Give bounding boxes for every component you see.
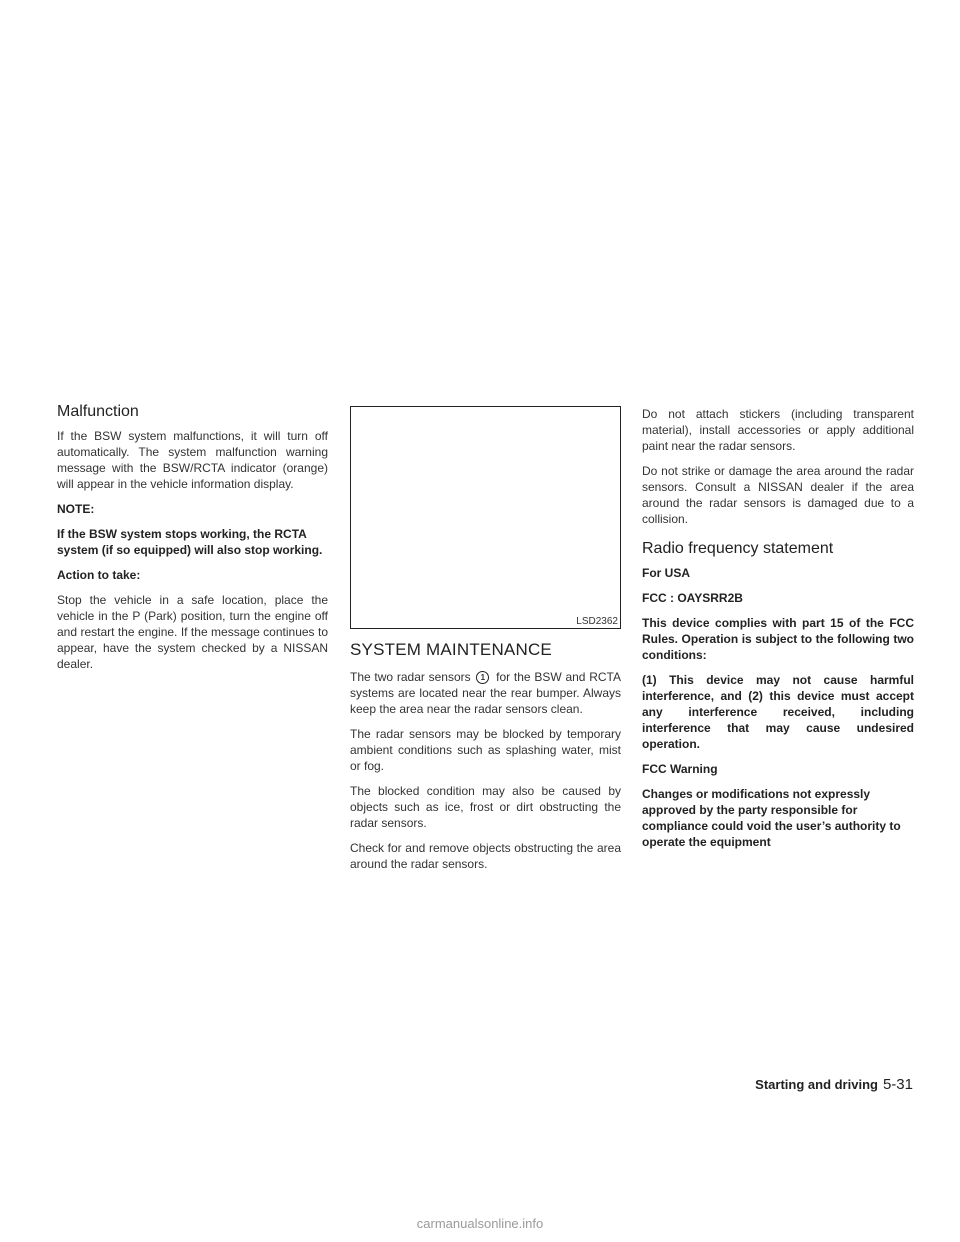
- stickers-paragraph: Do not attach stickers (including transparent material), install accessories or apply additional paint near the radar sensors.: [642, 407, 914, 453]
- damage-paragraph: Do not strike or damage the area around the radar sensors. Consult a NISSAN dealer if the area around the radar sensors is damaged due to a collision.: [642, 464, 914, 526]
- right-column: [642, 406, 914, 859]
- page-number: 5-31: [882, 1076, 913, 1093]
- maintenance-paragraph-2: The radar sensors may be blocked by temporary ambient conditions such as splashing water, mist or fog.: [350, 727, 621, 773]
- system-maintenance-heading: SYSTEM MAINTENANCE: [350, 640, 552, 659]
- maintenance-paragraph-3: The blocked condition may also be caused by objects such as ice, frost or dirt obstructing the radar sensors.: [350, 784, 621, 830]
- fcc-warning-text: Changes or modifications not expressly approved by the party responsible for compliance could void the user’s authority to operate the equipment: [642, 787, 901, 849]
- compliance-statement: This device complies with part 15 of the FCC Rules. Operation is subject to the following two conditions:: [642, 616, 914, 662]
- watermark: carmanualsonline.info: [416, 1216, 544, 1231]
- radar-sensor-figure: [350, 406, 621, 629]
- page-footer: [755, 1076, 913, 1093]
- maintenance-p1-start: The two radar sensors: [350, 670, 471, 684]
- note-label: NOTE:: [57, 502, 95, 516]
- malfunction-paragraph: If the BSW system malfunctions, it will turn off automatically. The system malfunction warning message with the BSW/RCTA indicator (orange) will appear in the vehicle information display.: [57, 429, 328, 491]
- conditions-statement: (1) This device may not cause harmful interference, and (2) this device must accept any interference received, including interference that may cause undesired operation.: [642, 673, 914, 751]
- action-label: Action to take:: [57, 568, 141, 582]
- radio-frequency-heading: Radio frequency statement: [642, 540, 834, 557]
- maintenance-p1-end: for the BSW and RCTA systems are located near the rear bumper. Always keep the area near the radar sensors clean.: [350, 670, 621, 716]
- for-usa-label: For USA: [642, 566, 690, 580]
- action-text: Stop the vehicle in a safe location, place the vehicle in the P (Park) position, turn the engine off and restart the engine. If the message continues to appear, have the system checked by a NISSAN dealer.: [57, 593, 328, 671]
- fcc-warning-label: FCC Warning: [642, 762, 718, 776]
- callout-1-icon: 1: [476, 671, 489, 684]
- figure-code: LSD2362: [576, 616, 618, 627]
- note-text: If the BSW system stops working, the RCTA system (if so equipped) will also stop working.: [57, 527, 323, 557]
- malfunction-heading: Malfunction: [57, 403, 139, 420]
- maintenance-paragraph-1: [350, 669, 621, 717]
- left-column: [57, 402, 328, 681]
- footer-section-title: Starting and driving: [755, 1077, 878, 1092]
- maintenance-paragraph-4: Check for and remove objects obstructing the area around the radar sensors.: [350, 841, 621, 871]
- middle-column: [350, 406, 621, 881]
- fcc-id: FCC : OAYSRR2B: [642, 591, 743, 605]
